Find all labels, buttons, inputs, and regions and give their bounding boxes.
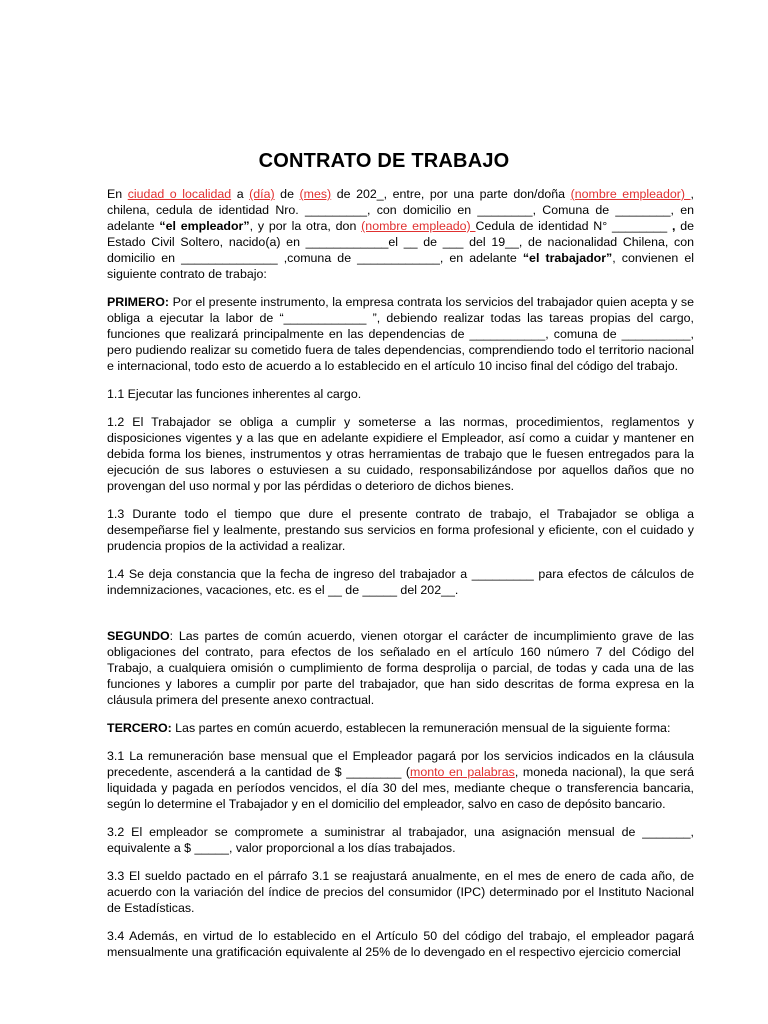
item-1-2: 1.2 El Trabajador se obliga a cumplir y someterse a las normas, procedimientos, reglamentos y disposiciones vigentes y a las que en adelante expidiere el Empleador, así como a cuidar y mantener en debida forma los bienes, instrumentos y otras herramientas de trabajo que le fuesen entregados para la ejecución de sus labores o estuviesen a su cuidado, responsabilizándose por aquellos daños que no provengan del uso normal y por las pérdidas o deterioro de dichos bienes. [107,415,694,493]
intro-text: de Estado Civil Soltero, nacido(a) en ____________el __ de ___ del 19__, de nacionalidad Chilena, con domicilio en ______________ ,comuna de ____________, en adelante [107,219,695,265]
intro-text: Cedula de identidad N° ________ [475,219,672,233]
item-3-1 [107,748,694,812]
placeholder-employer-name: (nombre empleador) [570,187,691,201]
employer-term: “el empleador” [159,219,250,233]
clause-segundo [107,628,694,708]
item-text: , moneda nacional), la que será liquidada y pagada en períodos vencidos, el día 30 del mes, mediante cheque o transferencia bancaria, según lo determine el Trabajador y en el domicilio del empleador, salvo en caso de depósito bancario. [107,765,694,811]
intro-text: , y por la otra, don [249,219,362,233]
intro-text: a [231,187,250,201]
placeholder-city: ciudad o localidad [127,187,232,201]
intro-text: En [107,187,128,201]
document-title: CONTRATO DE TRABAJO [258,150,510,172]
clause-primero [107,294,694,374]
intro-text: de [274,187,300,201]
item-3-4: 3.4 Además, en virtud de lo establecido en el Artículo 50 del código del trabajo, el empleador pagará mensualmente una gratificación equivalente al 25% de lo devengado en el respectivo ejercicio comercial [107,929,694,959]
worker-term: “el trabajador” [522,251,613,265]
item-1-3: 1.3 Durante todo el tiempo que dure el presente contrato de trabajo, el Trabajador se obliga a desempeñarse fiel y lealmente, prestando sus servicios en forma profesional y eficiente, con el cuidado y prudencia propios de la actividad a realizar. [107,507,694,553]
intro-comma: , [671,219,676,233]
item-3-2: 3.2 El empleador se compromete a suministrar al trabajador, una asignación mensual de _______, equivalente a $ _____, valor proporcional a los días trabajados. [107,825,694,855]
intro-text: , chilena, cedula de identidad Nro. _________, con domicilio en ________, Comuna de ________, en adelante [107,187,694,233]
item-1-1: 1.1 Ejecutar las funciones inherentes al cargo. [107,387,362,401]
intro-text: , convienen el siguiente contrato de trabajo: [107,251,694,281]
intro-text: de 202_, entre, por una parte don/doña [331,187,571,201]
placeholder-month: (mes) [299,187,332,201]
item-3-3: 3.3 El sueldo pactado en el párrafo 3.1 se reajustará anualmente, en el mes de enero de cada año, de acuerdo con la variación del índice de precios del consumidor (IPC) determinado por el Instituto Nacional de Estadísticas. [107,869,694,915]
clause-label: TERCERO: [107,721,172,735]
placeholder-employee-name: (nombre empleado) [361,219,476,233]
clause-label: SEGUNDO [107,629,170,643]
item-text: 3.1 La remuneración base mensual que el Empleador pagará por los servicios indicados en la cláusula precedente, ascenderá a la cantidad de $ ________ ( [107,749,694,779]
placeholder-amount-words: monto en palabras [410,765,515,779]
clause-text: Las partes en común acuerdo, establecen la remuneración mensual de la siguiente forma: [171,721,671,735]
item-1-4: 1.4 Se deja constancia que la fecha de ingreso del trabajador a _________ para efectos de cálculos de indemnizaciones, vacaciones, etc. es el __ de _____ del 202__. [107,567,694,597]
placeholder-day: (día) [249,187,275,201]
clause-text: Por el presente instrumento, la empresa contrata los servicios del trabajador quien acepta y se obliga a ejecutar la labor de “____________ ”, debiendo realizar todas las tareas propias del cargo, funciones que realizará principalmente en las dependencias de ___________, comuna de __________, pero pudiendo realizar su cometido fuera de tales dependencias, comprendiendo todo el territorio nacional e internacional, todo esto de acuerdo a lo establecido en el artículo 10 inciso final del código del trabajo. [107,295,694,373]
clause-text: : Las partes de común acuerdo, vienen otorgar el carácter de incumplimiento grave de las obligaciones del contrato, para efectos de los señalado en el artículo 160 número 7 del Código del Trabajo, a cualquiera omisión o cumplimiento de forma desprolija o parcial, de todas y cada una de las funciones y labores a cumplir por parte del trabajador, que han sido descritas de forma expresa en la cláusula primera del presente anexo contractual. [107,629,694,707]
clause-label: PRIMERO: [107,295,169,309]
intro-paragraph [107,186,694,282]
document-body [107,186,694,972]
clause-tercero [107,720,694,736]
